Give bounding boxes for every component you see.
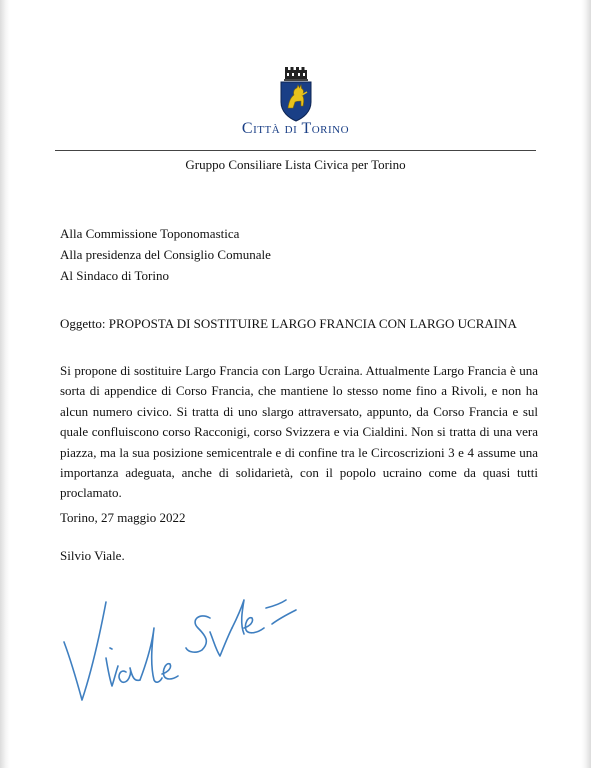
letterhead-city-name: Città di Torino bbox=[241, 120, 350, 137]
signatory-name: Silvio Viale. bbox=[60, 548, 125, 563]
letterhead-group-name: Gruppo Consiliare Lista Civica per Torino bbox=[185, 157, 406, 172]
place-and-date: Torino, 27 maggio 2022 bbox=[60, 510, 186, 525]
letter-body: Si propone di sostituire Largo Francia con Largo Ucraina. Attualmente Largo Francia è una sorta di appendice di Corso Francia, che mantiene lo stesso nome fino a Rivoli, e non ha alcun numero civico. Si tratta di uno slargo attraversato, appunto, da Corso Francia e sul quale confluiscono corso Racconigi, corso Svizzera e via Cialdini. Non si tratta di una vera piazza, ma la sua posizione semicentrale e di confine tra le Circoscrizioni 3 e 4 assume una importanza adeguata, anche di solidarietà, con il popolo ucraino come da quasi tutti proclamato. bbox=[60, 363, 538, 501]
page-right-edge bbox=[581, 0, 591, 768]
torino-bull-crest-icon bbox=[276, 66, 316, 122]
addressee-line: Alla Commissione Toponomastica bbox=[60, 226, 240, 241]
addressee-line: Alla presidenza del Consiglio Comunale bbox=[60, 247, 271, 262]
addressee-line: Al Sindaco di Torino bbox=[60, 268, 169, 283]
subject-line: Oggetto: PROPOSTA DI SOSTITUIRE LARGO FRANCIA CON LARGO UCRAINA bbox=[60, 316, 517, 331]
page-left-edge bbox=[0, 0, 10, 768]
letterhead-divider bbox=[55, 150, 536, 151]
addressee-block bbox=[60, 223, 271, 286]
handwritten-signature-icon bbox=[60, 588, 300, 710]
